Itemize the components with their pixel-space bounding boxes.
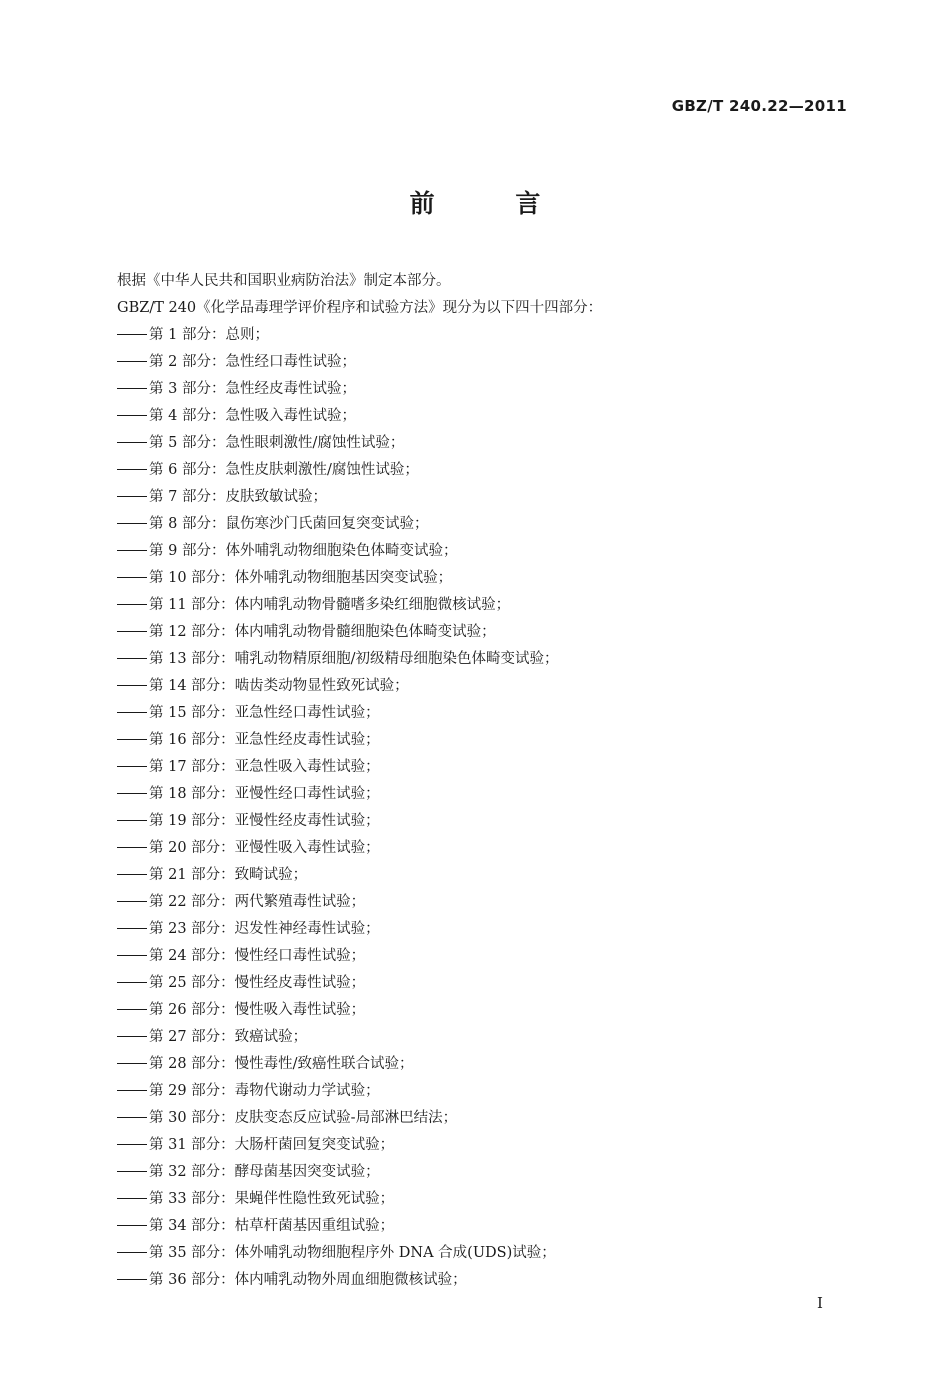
em-dash-mark <box>117 496 147 497</box>
em-dash-mark <box>117 1117 147 1118</box>
list-item <box>117 754 837 781</box>
list-item-text: 第 15 部分：亚急性经口毒性试验； <box>149 705 380 721</box>
em-dash-mark <box>117 1063 147 1064</box>
list-item-text: 第 10 部分：体外哺乳动物细胞基因突变试验； <box>149 570 453 586</box>
list-item-text: 第 7 部分：皮肤致敏试验； <box>149 489 327 505</box>
list-item-text: 第 8 部分：鼠伤寒沙门氏菌回复突变试验； <box>149 516 429 532</box>
list-item <box>117 376 837 403</box>
list-item-text: 第 22 部分：两代繁殖毒性试验； <box>149 894 366 910</box>
list-item <box>117 808 837 835</box>
list-item-text: 第 34 部分：枯草杆菌基因重组试验； <box>149 1218 395 1234</box>
em-dash-mark <box>117 1009 147 1010</box>
list-item <box>117 646 837 673</box>
em-dash-mark <box>117 901 147 902</box>
intro-paragraph: 根据《中华人民共和国职业病防治法》制定本部分。 <box>117 273 451 289</box>
em-dash-mark <box>117 874 147 875</box>
list-item-text: 第 12 部分：体内哺乳动物骨髓细胞染色体畸变试验； <box>149 624 496 640</box>
list-item <box>117 322 837 349</box>
list-item <box>117 1051 837 1078</box>
em-dash-mark <box>117 820 147 821</box>
list-item <box>117 916 837 943</box>
em-dash-mark <box>117 604 147 605</box>
list-item <box>117 835 837 862</box>
list-item-text: 第 1 部分：总则； <box>149 327 269 343</box>
list-item <box>117 862 837 889</box>
page-title: 前 言 <box>409 189 577 218</box>
em-dash-mark <box>117 766 147 767</box>
list-item-text: 第 13 部分：哺乳动物精原细胞/初级精母细胞染色体畸变试验； <box>149 651 559 667</box>
list-item-text: 第 5 部分：急性眼刺激性/腐蚀性试验； <box>149 435 405 451</box>
list-item-text: 第 33 部分：果蝇伴性隐性致死试验； <box>149 1191 395 1207</box>
em-dash-mark <box>117 955 147 956</box>
em-dash-mark <box>117 631 147 632</box>
em-dash-mark <box>117 1225 147 1226</box>
list-item <box>117 1159 837 1186</box>
em-dash-mark <box>117 1144 147 1145</box>
list-item-text: 第 35 部分：体外哺乳动物细胞程序外 DNA 合成(UDS)试验； <box>149 1245 556 1261</box>
em-dash-mark <box>117 928 147 929</box>
list-item <box>117 1186 837 1213</box>
list-item <box>117 1024 837 1051</box>
intro-paragraph: GBZ/T 240《化学品毒理学评价程序和试验方法》现分为以下四十四部分： <box>117 300 603 316</box>
list-item <box>117 1213 837 1240</box>
list-item-text: 第 19 部分：亚慢性经皮毒性试验； <box>149 813 380 829</box>
list-item <box>117 1132 837 1159</box>
em-dash-mark <box>117 550 147 551</box>
list-item-text: 第 32 部分：酵母菌基因突变试验； <box>149 1164 380 1180</box>
list-item <box>117 457 837 484</box>
em-dash-mark <box>117 1171 147 1172</box>
list-item-text: 第 36 部分：体内哺乳动物外周血细胞微核试验； <box>149 1272 467 1288</box>
em-dash-mark <box>117 1036 147 1037</box>
em-dash-mark <box>117 712 147 713</box>
list-item <box>117 538 837 565</box>
list-item <box>117 889 837 916</box>
list-item-text: 第 23 部分：迟发性神经毒性试验； <box>149 921 380 937</box>
list-item <box>117 727 837 754</box>
em-dash-mark <box>117 1279 147 1280</box>
em-dash-mark <box>117 523 147 524</box>
list-item <box>117 403 837 430</box>
em-dash-mark <box>117 658 147 659</box>
list-item <box>117 1078 837 1105</box>
list-item-text: 第 16 部分：亚急性经皮毒性试验； <box>149 732 380 748</box>
em-dash-mark <box>117 793 147 794</box>
em-dash-mark <box>117 847 147 848</box>
em-dash-mark <box>117 388 147 389</box>
page-number: I <box>817 1294 823 1312</box>
list-item <box>117 1267 837 1294</box>
list-item <box>117 484 837 511</box>
list-item <box>117 781 837 808</box>
list-item-text: 第 6 部分：急性皮肤刺激性/腐蚀性试验； <box>149 462 419 478</box>
list-item <box>117 1240 837 1267</box>
list-item <box>117 673 837 700</box>
list-item <box>117 970 837 997</box>
list-item-text: 第 27 部分：致癌试验； <box>149 1029 308 1045</box>
list-item-text: 第 25 部分：慢性经皮毒性试验； <box>149 975 366 991</box>
list-item <box>117 565 837 592</box>
list-item <box>117 997 837 1024</box>
em-dash-mark <box>117 685 147 686</box>
em-dash-mark <box>117 1252 147 1253</box>
list-item-text: 第 14 部分：啮齿类动物显性致死试验； <box>149 678 409 694</box>
list-item-text: 第 2 部分：急性经口毒性试验； <box>149 354 356 370</box>
em-dash-mark <box>117 739 147 740</box>
list-item-text: 第 17 部分：亚急性吸入毒性试验； <box>149 759 380 775</box>
list-item-text: 第 21 部分：致畸试验； <box>149 867 308 883</box>
em-dash-mark <box>117 577 147 578</box>
em-dash-mark <box>117 415 147 416</box>
em-dash-mark <box>117 442 147 443</box>
foreword-body <box>117 268 837 1294</box>
list-item <box>117 700 837 727</box>
em-dash-mark <box>117 1198 147 1199</box>
list-item <box>117 943 837 970</box>
list-item <box>117 511 837 538</box>
list-item-text: 第 3 部分：急性经皮毒性试验； <box>149 381 356 397</box>
list-item-text: 第 11 部分：体内哺乳动物骨髓嗜多染红细胞微核试验； <box>149 597 511 613</box>
em-dash-mark <box>117 469 147 470</box>
em-dash-mark <box>117 361 147 362</box>
list-item-text: 第 31 部分：大肠杆菌回复突变试验； <box>149 1137 395 1153</box>
parts-list <box>117 322 837 1294</box>
list-item-text: 第 28 部分：慢性毒性/致癌性联合试验； <box>149 1056 414 1072</box>
standard-code: GBZ/T 240.22—2011 <box>671 97 847 115</box>
list-item <box>117 430 837 457</box>
list-item-text: 第 18 部分：亚慢性经口毒性试验； <box>149 786 380 802</box>
list-item-text: 第 26 部分：慢性吸入毒性试验； <box>149 1002 366 1018</box>
em-dash-mark <box>117 982 147 983</box>
list-item-text: 第 9 部分：体外哺乳动物细胞染色体畸变试验； <box>149 543 458 559</box>
em-dash-mark <box>117 1090 147 1091</box>
list-item <box>117 349 837 376</box>
list-item-text: 第 30 部分：皮肤变态反应试验-局部淋巴结法； <box>149 1110 458 1126</box>
list-item-text: 第 24 部分：慢性经口毒性试验； <box>149 948 366 964</box>
list-item-text: 第 4 部分：急性吸入毒性试验； <box>149 408 356 424</box>
list-item-text: 第 20 部分：亚慢性吸入毒性试验； <box>149 840 380 856</box>
list-item <box>117 592 837 619</box>
list-item-text: 第 29 部分：毒物代谢动力学试验； <box>149 1083 380 1099</box>
list-item <box>117 1105 837 1132</box>
list-item <box>117 619 837 646</box>
em-dash-mark <box>117 334 147 335</box>
